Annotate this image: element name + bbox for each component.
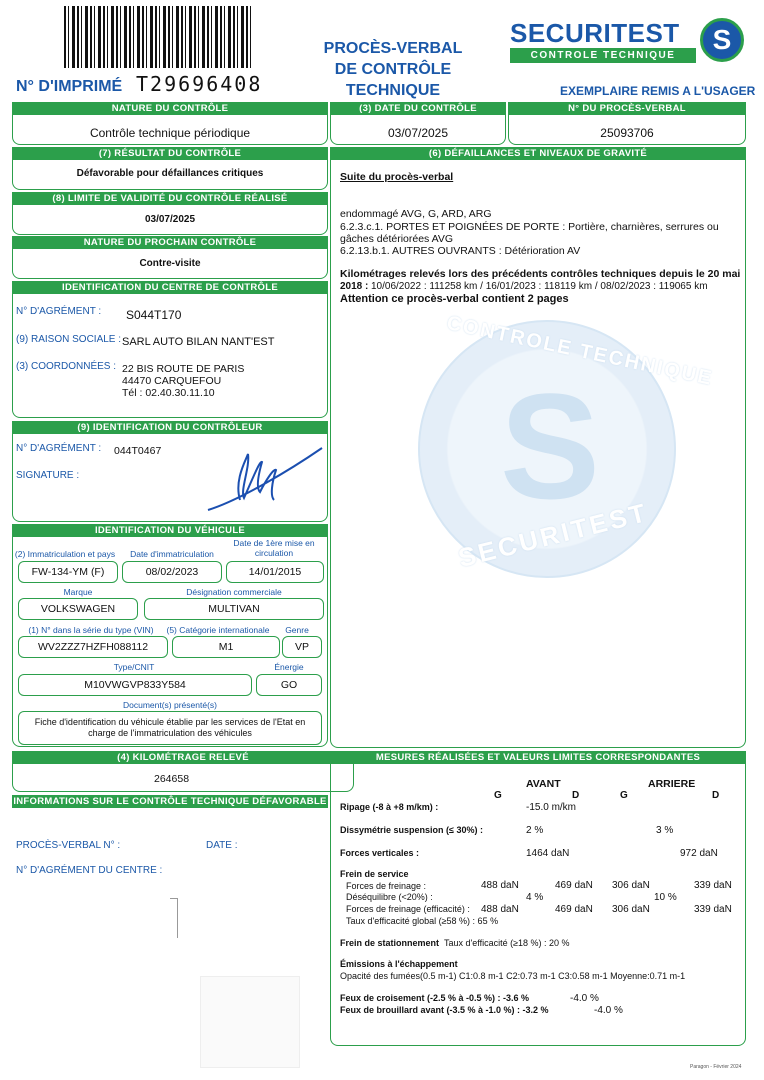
defaillance-line-4: 6.2.13.b.1. AUTRES OUVRANTS : Détérioration AV [340, 245, 581, 257]
document-title [288, 38, 498, 101]
avant-d: D [572, 790, 580, 801]
brouillard-label: Feux de brouillard avant (-3.5 % à -1.0 %) : -3.2 % [340, 1005, 549, 1015]
km-history-title: Kilométrages relevés lors des précédents contrôles techniques depuis le 20 mai [340, 268, 741, 280]
ffe-label: Forces de freinage (efficacité) : [346, 904, 470, 914]
immat-label: (2) Immatriculation et pays [14, 549, 116, 559]
watermark-top-text: CONTROLE TECHNIQUE [444, 312, 715, 391]
footer-note: Paragon - Février 2024 [690, 1064, 742, 1070]
ff-label: Forces de freinage : [346, 881, 427, 891]
defaillance-line-2: 6.2.3.c.1. PORTES ET POIGNÉES DE PORTE : Portière, charnières, serrures ou [340, 221, 719, 233]
pv-header: N° DU PROCÈS-VERBAL [508, 102, 746, 115]
kilometrage-header: (4) KILOMÉTRAGE RELEVÉ [12, 751, 354, 764]
date-immat-field: 08/02/2023 [122, 561, 222, 583]
ff-avg: 488 daN [481, 880, 519, 891]
suite-label: Suite du procès-verbal [340, 171, 454, 183]
brand-subtitle: CONTROLE TECHNIQUE [510, 48, 696, 63]
categorie-field: M1 [172, 636, 280, 658]
genre-field: VP [282, 636, 322, 658]
date-mise-label: Date de 1ère mise en circulation [233, 538, 315, 558]
documents-field: Fiche d'identification du véhicule établie par les services de l'Etat en charge de l'immatriculation des véhicules [18, 711, 322, 745]
forces-avant: 1464 daN [526, 848, 570, 859]
energie-field: GO [256, 674, 322, 696]
forces-arriere: 972 daN [680, 848, 718, 859]
attention-note: Attention ce procès-verbal contient 2 pages [340, 293, 569, 305]
vin-field: WV2ZZZ7HZFH088112 [18, 636, 168, 658]
controleur-header: (9) IDENTIFICATION DU CONTRÔLEUR [12, 421, 328, 434]
stationnement-value: Taux d'efficacité (≥18 %) : 20 % [444, 938, 570, 948]
centre-agrement-value: S044T170 [126, 308, 182, 322]
nature-header: NATURE DU CONTRÔLE [12, 102, 328, 115]
ff-ard: 339 daN [694, 880, 732, 891]
defaillance-line-3: gâches détériorées AVG [340, 233, 454, 245]
imprime-label: N° D'IMPRIMÉ [16, 78, 123, 95]
croisement-value-2: -4.0 % [570, 993, 599, 1004]
dissym-avant: 2 % [526, 825, 544, 836]
brand-logo-text: SECURITEST [510, 18, 680, 48]
mesures-header: MESURES RÉALISÉES ET VALEURS LIMITES CORRESPONDANTES [330, 751, 746, 764]
defavorable-agrement-label: N° D'AGRÉMENT DU CENTRE : [16, 865, 163, 876]
date-mise-field: 14/01/2015 [226, 561, 324, 583]
date-value: 03/07/2025 [387, 126, 449, 140]
deseq-avant: 4 % [526, 892, 544, 903]
ripage-label: Ripage (-8 à +8 m/km) : [340, 802, 439, 812]
title-line-2: DE CONTRÔLE TECHNIQUE [334, 61, 452, 99]
stamp-area [200, 976, 300, 1068]
type-field: M10VWGVP833Y584 [18, 674, 252, 696]
barcode [64, 6, 254, 68]
taux-global: Taux d'efficacité global (≥58 %) : 65 % [346, 916, 499, 926]
marque-label: Marque [63, 587, 93, 597]
type-label: Type/CNIT [113, 662, 155, 672]
defaillances-header: (6) DÉFAILLANCES ET NIVEAUX DE GRAVITÉ [330, 147, 746, 160]
genre-label: Genre [285, 625, 309, 635]
ripage-value: -15.0 m/km [526, 802, 577, 813]
stationnement-label: Frein de stationnement [340, 938, 440, 948]
defavorable-date-label: DATE : [206, 840, 238, 851]
signature-label: SIGNATURE : [16, 470, 80, 481]
designation-label: Désignation commerciale [186, 587, 282, 597]
centre-raison-label: (9) RAISON SOCIALE : [16, 334, 122, 345]
defaillance-line-1: endommagé AVG, G, ARD, ARG [340, 208, 492, 220]
immat-field: FW-134-YM (F) [18, 561, 118, 583]
imprime-number: T29696408 [136, 72, 263, 96]
avant-header: AVANT [526, 778, 561, 790]
centre-coord-line2: 44470 CARQUEFOU [122, 375, 222, 387]
watermark-bottom-text: SECURITEST [455, 496, 652, 574]
frein-service-label: Frein de service [340, 869, 409, 879]
prochain-header: NATURE DU PROCHAIN CONTRÔLE [12, 236, 328, 249]
centre-agrement-label: N° D'AGRÉMENT : [16, 306, 102, 317]
date-immat-label: Date d'immatriculation [130, 549, 214, 559]
defavorable-pv-label: PROCÈS-VERBAL N° : [16, 840, 121, 851]
avant-g: G [494, 790, 502, 801]
ffe-ard: 339 daN [694, 904, 732, 915]
controleur-agrement-label: N° D'AGRÉMENT : [16, 443, 102, 454]
croisement-label: Feux de croisement (-2.5 % à -0.5 %) : -3.6 % [340, 993, 530, 1003]
dissym-arriere: 3 % [656, 825, 674, 836]
exemplaire-label: EXEMPLAIRE REMIS A L'USAGER [560, 84, 756, 98]
kilometrage-value: 264658 [154, 773, 190, 785]
securitest-logo-icon: S [700, 18, 744, 62]
km-history-year: 2018 : [340, 281, 369, 292]
pv-value: 25093706 [600, 126, 654, 140]
resultat-header: (7) RÉSULTAT DU CONTRÔLE [12, 147, 328, 160]
brouillard-value-2: -4.0 % [594, 1005, 623, 1016]
energie-label: Énergie [274, 662, 304, 672]
vehicule-header: IDENTIFICATION DU VÉHICULE [12, 524, 328, 537]
centre-header: IDENTIFICATION DU CENTRE DE CONTRÔLE [12, 281, 328, 294]
controleur-agrement-value: 044T0467 [114, 445, 162, 457]
arriere-header: ARRIERE [648, 778, 696, 790]
emissions-value: Opacité des fumées(0.5 m-1) C1:0.8 m-1 C2:0.73 m-1 C3:0.58 m-1 Moyenne:0.71 m-1 [340, 971, 686, 981]
deseq-arriere: 10 % [654, 892, 677, 903]
centre-coord-label: (3) COORDONNÉES : [16, 361, 117, 372]
title-line-1: PROCÈS-VERBAL [323, 40, 463, 57]
corner-mark [170, 898, 178, 938]
emissions-label: Émissions à l'échappement [340, 959, 458, 969]
validite-header: (8) LIMITE DE VALIDITÉ DU CONTRÔLE RÉALISÉ [12, 192, 328, 205]
watermark-s-icon: S [500, 362, 601, 530]
defavorable-header: INFORMATIONS SUR LE CONTRÔLE TECHNIQUE DÉFAVORABLE [13, 796, 327, 807]
deseq-label: Déséquilibre (<20%) : [346, 892, 433, 902]
ffe-arg: 306 daN [612, 904, 650, 915]
ff-arg: 306 daN [612, 880, 650, 891]
resultat-value: Défavorable pour défaillances critiques [76, 168, 264, 179]
dissym-label: Dissymétrie suspension (≤ 30%) : [340, 825, 483, 835]
km-history-values: 10/06/2022 : 111258 km / 16/01/2023 : 118119 km / 08/02/2023 : 119065 km [371, 281, 708, 292]
nature-value: Contrôle technique périodique [89, 126, 251, 140]
documents-label: Document(s) présenté(s) [122, 700, 217, 710]
centre-coord-line3: Tél : 02.40.30.11.10 [122, 387, 215, 399]
signature-drawing [200, 440, 330, 520]
forces-label: Forces verticales : [340, 848, 420, 858]
ff-avd: 469 daN [555, 880, 593, 891]
arriere-g: G [620, 790, 628, 801]
date-header: (3) DATE DU CONTRÔLE [330, 102, 506, 115]
vin-label: (1) N° dans la série du type (VIN) [28, 625, 154, 635]
arriere-d: D [712, 790, 720, 801]
designation-field: MULTIVAN [144, 598, 324, 620]
validite-value: 03/07/2025 [144, 214, 196, 225]
categorie-label: (5) Catégorie internationale [166, 625, 270, 635]
marque-field: VOLKSWAGEN [18, 598, 138, 620]
ffe-avg: 488 daN [481, 904, 519, 915]
prochain-value: Contre-visite [139, 258, 201, 269]
centre-coord-line1: 22 BIS ROUTE DE PARIS [122, 363, 245, 375]
centre-raison-value: SARL AUTO BILAN NANT'EST [122, 336, 275, 348]
ffe-avd: 469 daN [555, 904, 593, 915]
